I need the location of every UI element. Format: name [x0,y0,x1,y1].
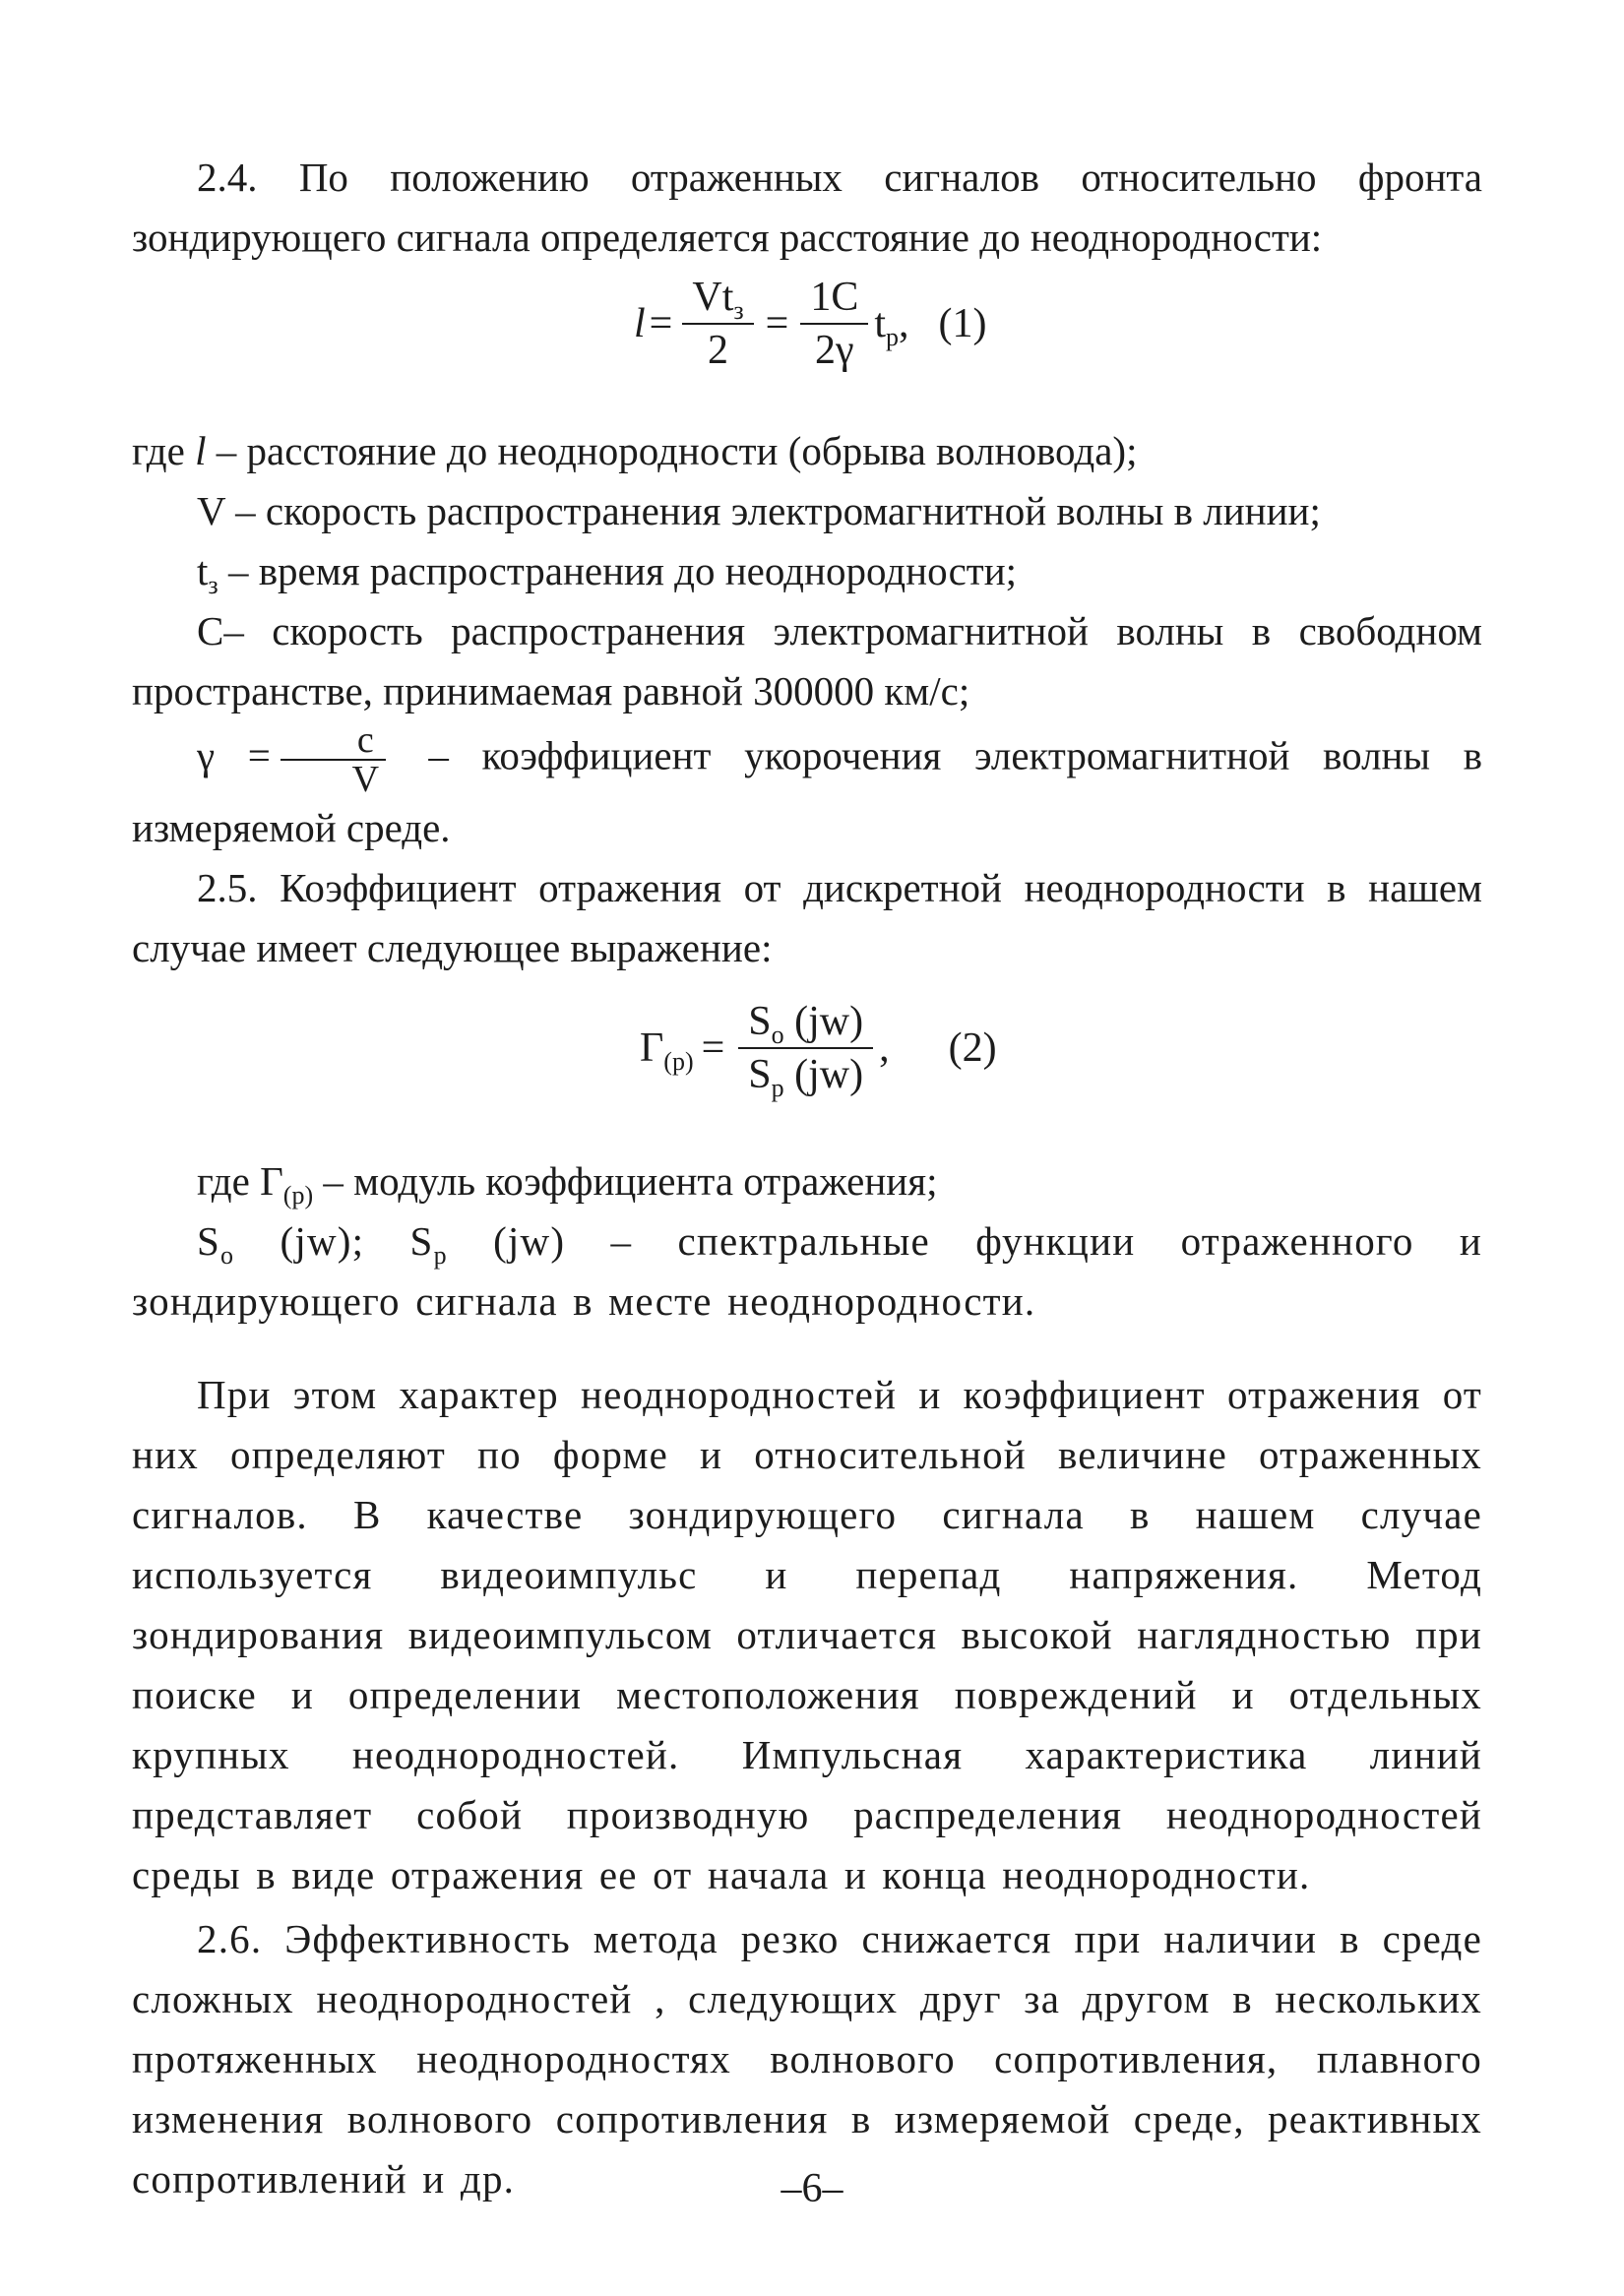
formula-2-sp-arg: (jw) [794,1052,864,1097]
formula-2-expression [640,998,997,1102]
formula-1-vt-sub: з [733,296,744,325]
formula-1-equals: = [649,300,673,346]
paragraph-2-5: 2.5. Коэффициент отражения от дискретной неоднородности в нашем случае имеет следующее выражение: [132,865,1482,970]
formula-1-fraction-a-numerator [682,274,753,325]
formula-2-gamma-sub: (p) [663,1046,694,1076]
symbol-t-sub: з [208,571,219,599]
formula-1-fraction-b [800,274,868,374]
formula-1-fraction-a [682,274,753,374]
formula-1 [132,268,1482,415]
formula-2-gamma: Г [640,1024,664,1071]
definition-c: C– скорость распространения электромагнитной волны в свободном пространстве, принимаемая равной 300000 км/с; [132,608,1482,714]
formula-2-so: S [748,999,772,1044]
formula-2-numerator [738,998,873,1049]
formula-1-tail [874,294,908,354]
formula-2 [132,978,1482,1151]
formula-1-fraction-b-numerator: 1C [800,274,868,325]
symbol-t: t [197,548,209,593]
formula-1-equals-2: = [765,300,789,346]
definition-gamma-p-text: – модуль коэффициента отражения; [323,1158,938,1204]
definition-v: V – скорость распространения электромагнитной волны в линии; [197,488,1321,533]
formula-2-equals: = [701,1024,725,1071]
formula-2-sp-sub: p [771,1074,784,1102]
symbol-gamma-p-sub: (p) [282,1181,314,1210]
where-label: где [132,428,185,473]
formula-1-lhs: l [634,300,646,346]
gamma-fraction-denominator: V [351,759,380,800]
symbol-so: S [197,1218,221,1264]
definition-l [132,421,1482,481]
definition-t [132,541,1482,601]
symbol-gamma-p: Г [260,1158,283,1204]
formula-1-comma: , [899,300,909,346]
paragraph-2-6: 2.6. Эффективность метода резко снижается при наличии в среде сложных неоднородностей , следующих друг за другом в нескольких протяженных неоднородностях волнового сопротивления, плавного изменения волнового сопротивления в измеряемой среде, реактивных сопротивлений и др. [132,1916,1482,2202]
paragraph-characteristics: При этом характер неоднородностей и коэффициент отражения от них определяют по форме и относительной величине отраженных сигналов. В качестве зондирующего сигнала в нашем случае используется видеоимпульс и перепад напряжения. Метод зондирования видеоимпульсом отличается высокой наглядностью при поиске и определении местоположения повреждений и отдельных крупных неоднородностей. Импульсная характеристика линий представляет собой производную распределения неоднородностей среды в виде отражения ее от начала и конца неоднородности. [132,1372,1482,1897]
formula-2-lhs [640,1019,694,1079]
definition-gamma [132,721,1482,858]
equation-number-2: (2) [948,1024,997,1071]
formula-1-vt: Vt [692,275,734,320]
document-page [132,148,1482,2209]
formula-2-so-sub: o [771,1021,784,1049]
definition-gamma-text: – коэффициент укорочения электромагнитной волны в измеряемой среде. [132,732,1483,850]
formula-1-fraction-b-denominator: 2γ [815,328,854,373]
gamma-equals: = [247,732,271,778]
symbol-l: l [195,428,207,473]
definition-l-text: – расстояние до неоднородности (обрыва волновода); [216,428,1138,473]
gamma-fraction [281,721,386,798]
definition-gamma-p [132,1151,1482,1211]
symbol-so-sub: o [220,1241,235,1270]
equation-number-1: (1) [938,300,987,346]
formula-2-denominator [748,1049,864,1102]
formula-1-t: t [874,300,887,346]
definition-spectral [132,1211,1482,1332]
formula-2-comma: , [879,1024,890,1071]
formula-1-expression [634,274,987,374]
formula-2-so-arg: (jw) [794,999,864,1044]
paragraph-2-4: 2.4. По положению отраженных сигналов относительно фронта зондирующего сигнала определяется расстояние до неоднородности: [132,155,1482,260]
page-number: –6– [781,2166,843,2211]
symbol-so-arg: (jw); [280,1218,365,1264]
formula-1-fraction-a-denominator: 2 [708,328,728,373]
definition-t-text: – время распространения до неоднородности; [227,548,1018,593]
formula-1-t-sub: p [886,322,900,351]
symbol-gamma: γ [197,732,216,778]
spacer [132,1332,1482,1365]
where-label-2: где [197,1158,250,1204]
definition-spectral-text: (jw) – спектральные функции отраженного и зондирующего сигнала в месте неоднородности. [132,1218,1483,1324]
formula-2-fraction [738,998,873,1102]
symbol-sp-sub: p [433,1241,448,1270]
symbol-sp: S [409,1218,434,1264]
gamma-fraction-numerator: c [281,721,386,761]
formula-2-sp: S [748,1052,772,1097]
